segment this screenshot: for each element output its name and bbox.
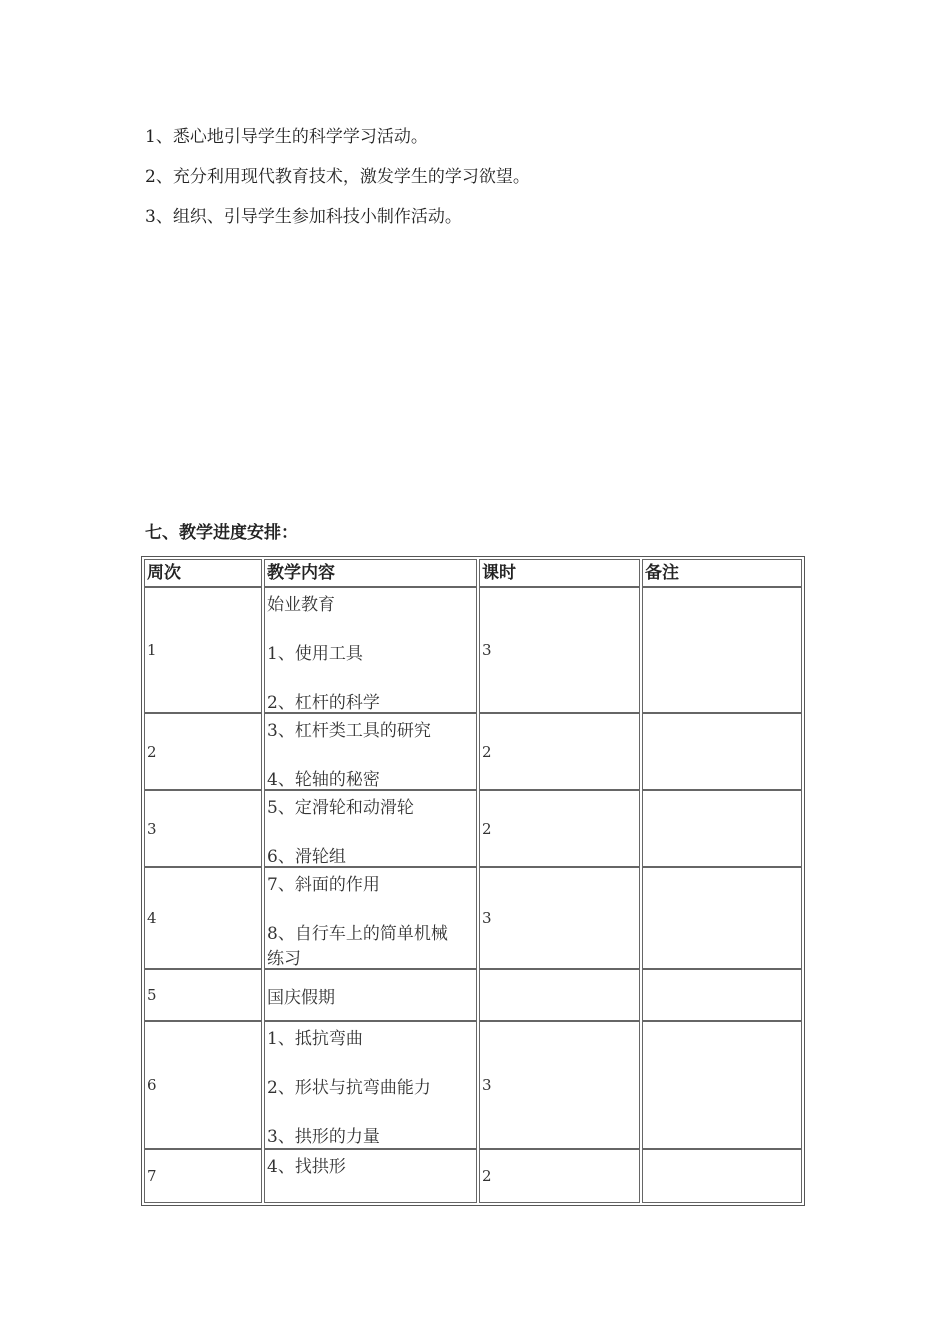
content-line: 2、形状与抗弯曲能力 <box>267 1078 431 1098</box>
row-5-hours <box>479 969 640 1021</box>
content-line: 练习 <box>267 949 301 969</box>
content-line: 始业教育 <box>267 595 335 615</box>
content-line: 4、找拱形 <box>267 1157 346 1177</box>
row-5-note <box>642 969 802 1021</box>
content-line: 2、杠杆的科学 <box>267 693 380 713</box>
row-1-hours: 3 <box>479 587 640 713</box>
row-1-week: 1 <box>144 587 262 713</box>
row-3-week: 3 <box>144 790 262 867</box>
content-line: 1、抵抗弯曲 <box>267 1029 363 1049</box>
schedule-table <box>141 556 805 1206</box>
row-4-content <box>264 867 477 969</box>
row-4-hours: 3 <box>479 867 640 969</box>
plan-item-3: 3、组织、引导学生参加科技小制作活动。 <box>145 207 462 227</box>
header-content: 教学内容 <box>264 559 477 587</box>
section-heading: 七、教学进度安排： <box>145 523 298 543</box>
row-4-note <box>642 867 802 969</box>
row-1-content <box>264 587 477 713</box>
row-5-week: 5 <box>144 969 262 1021</box>
header-week: 周次 <box>144 559 262 587</box>
content-line: 1、使用工具 <box>267 644 363 664</box>
row-7-hours: 2 <box>479 1149 640 1203</box>
content-line: 7、斜面的作用 <box>267 875 380 895</box>
row-6-week: 6 <box>144 1021 262 1149</box>
row-2-note <box>642 713 802 790</box>
content-line: 4、轮轴的秘密 <box>267 770 380 790</box>
content-line: 3、拱形的力量 <box>267 1127 380 1147</box>
row-6-hours: 3 <box>479 1021 640 1149</box>
row-1-note <box>642 587 802 713</box>
row-6-note <box>642 1021 802 1149</box>
row-3-content <box>264 790 477 867</box>
content-line: 5、定滑轮和动滑轮 <box>267 798 414 818</box>
row-2-week: 2 <box>144 713 262 790</box>
row-2-hours: 2 <box>479 713 640 790</box>
row-2-content <box>264 713 477 790</box>
row-7-content <box>264 1149 477 1203</box>
content-line: 6、滑轮组 <box>267 847 346 867</box>
row-5-content <box>264 969 477 1021</box>
plan-item-1: 1、悉心地引导学生的科学学习活动。 <box>145 127 428 147</box>
plan-item-2: 2、充分利用现代教育技术，激发学生的学习欲望。 <box>145 167 530 187</box>
content-line: 3、杠杆类工具的研究 <box>267 721 431 741</box>
row-3-note <box>642 790 802 867</box>
content-line: 国庆假期 <box>267 987 335 1008</box>
row-4-week: 4 <box>144 867 262 969</box>
row-7-week: 7 <box>144 1149 262 1203</box>
content-line: 8、自行车上的简单机械 <box>267 924 448 944</box>
row-7-note <box>642 1149 802 1203</box>
header-note: 备注 <box>642 559 802 587</box>
row-3-hours: 2 <box>479 790 640 867</box>
header-hours: 课时 <box>479 559 640 587</box>
row-6-content <box>264 1021 477 1149</box>
